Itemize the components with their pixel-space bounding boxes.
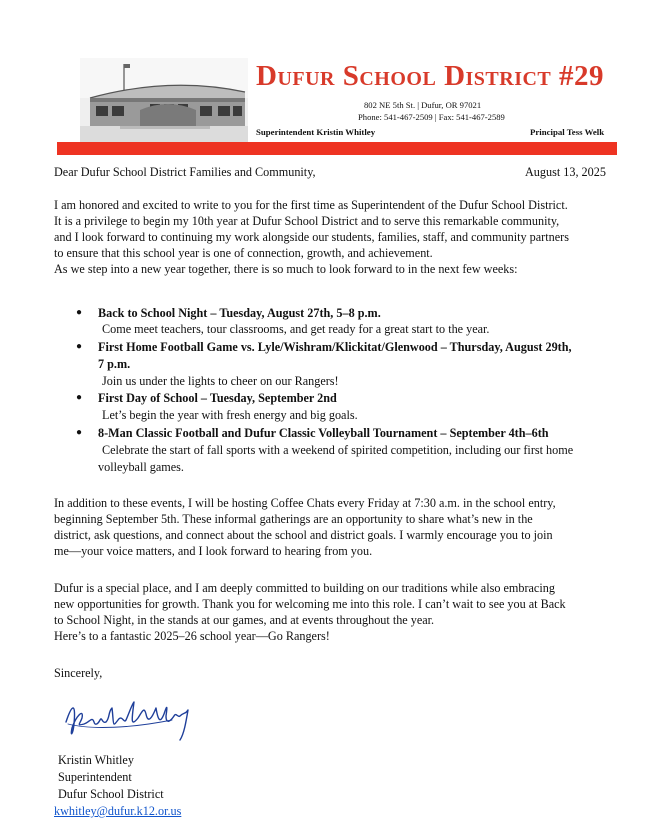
event-description: Let’s begin the year with fresh energy and big goals.	[102, 408, 358, 422]
signoff: Sincerely,	[54, 666, 103, 680]
letterhead-bar	[57, 142, 617, 155]
paragraph-line: Here’s to a fantastic 2025–26 school year—Go Rangers!	[54, 629, 330, 643]
paragraph-line: district, ask questions, and connect about the school and district goals. I warmly encourage you to join	[54, 528, 553, 542]
email-link[interactable]: kwhitley@dufur.k12.or.us	[54, 804, 182, 818]
paragraph-line: It is a privilege to begin my 10th year at Dufur School District and to serve this remarkable community,	[54, 214, 560, 228]
paragraph-line: to School Night, in the stands at our games, and at events throughout the year.	[54, 613, 435, 627]
handwritten-signature	[62, 694, 197, 751]
letter-date: August 13, 2025	[525, 165, 606, 179]
paragraph-line: In addition to these events, I will be hosting Coffee Chats every Friday at 7:30 a.m. in the school entry,	[54, 496, 556, 510]
superintendent-label: Superintendent Kristin Whitley	[256, 127, 376, 137]
paragraph-line: me—your voice matters, and I look forward to hearing from you.	[54, 544, 373, 558]
event-title-continued: 7 p.m.	[98, 357, 131, 371]
paragraph-line: new opportunities for growth. Thank you for welcoming me into this role. I can’t wait to see you at Back	[54, 597, 566, 611]
signer-title: Superintendent	[58, 770, 132, 784]
paragraph-line: and I look forward to continuing my work alongside our students, families, staff, and community partners	[54, 230, 569, 244]
paragraph-line: As we step into a new year together, there is so much to look forward to in the next few weeks:	[54, 262, 518, 276]
bullet-icon: ●	[76, 307, 83, 318]
paragraph-line: I am honored and excited to write to you for the first time as Superintendent of the Dufur School District.	[54, 198, 568, 212]
district-title: Dufur School District #29	[256, 60, 605, 92]
paragraph-line: Dufur is a special place, and I am deeply committed to building on our traditions while also embracing	[54, 581, 555, 595]
event-title: Back to School Night – Tuesday, August 27th, 5–8 p.m.	[98, 306, 381, 320]
district-address: 802 NE 5th St. | Dufur, OR 97021	[364, 100, 482, 110]
event-title: First Day of School – Tuesday, September 2nd	[98, 391, 337, 405]
event-description: Join us under the lights to cheer on our Rangers!	[102, 374, 339, 388]
signer-organization: Dufur School District	[58, 787, 164, 801]
bullet-icon: ●	[76, 427, 83, 438]
principal-label: Principal Tess Welk	[530, 127, 605, 137]
bullet-icon: ●	[76, 341, 83, 352]
district-phone: Phone: 541-467-2509 | Fax: 541-467-2589	[358, 112, 505, 122]
paragraph-line: beginning September 5th. These informal gatherings are an opportunity to share what’s new in the	[54, 512, 533, 526]
bullet-icon: ●	[76, 392, 83, 403]
event-description: Celebrate the start of fall sports with a weekend of spirited competition, including our first home	[102, 443, 574, 457]
event-title: First Home Football Game vs. Lyle/Wishram/Klickitat/Glenwood – Thursday, August 29th,	[98, 340, 572, 354]
event-description: Come meet teachers, tour classrooms, and get ready for a great start to the year.	[102, 322, 490, 336]
paragraph-line: to ensure that this school year is one of connection, growth, and achievement.	[54, 246, 433, 260]
event-description-continued: volleyball games.	[98, 460, 184, 474]
salutation: Dear Dufur School District Families and Community,	[54, 165, 316, 179]
signer-name: Kristin Whitley	[58, 753, 134, 767]
event-title: 8-Man Classic Football and Dufur Classic Volleyball Tournament – September 4th–6th	[98, 426, 549, 440]
school-building-photo	[80, 58, 248, 142]
